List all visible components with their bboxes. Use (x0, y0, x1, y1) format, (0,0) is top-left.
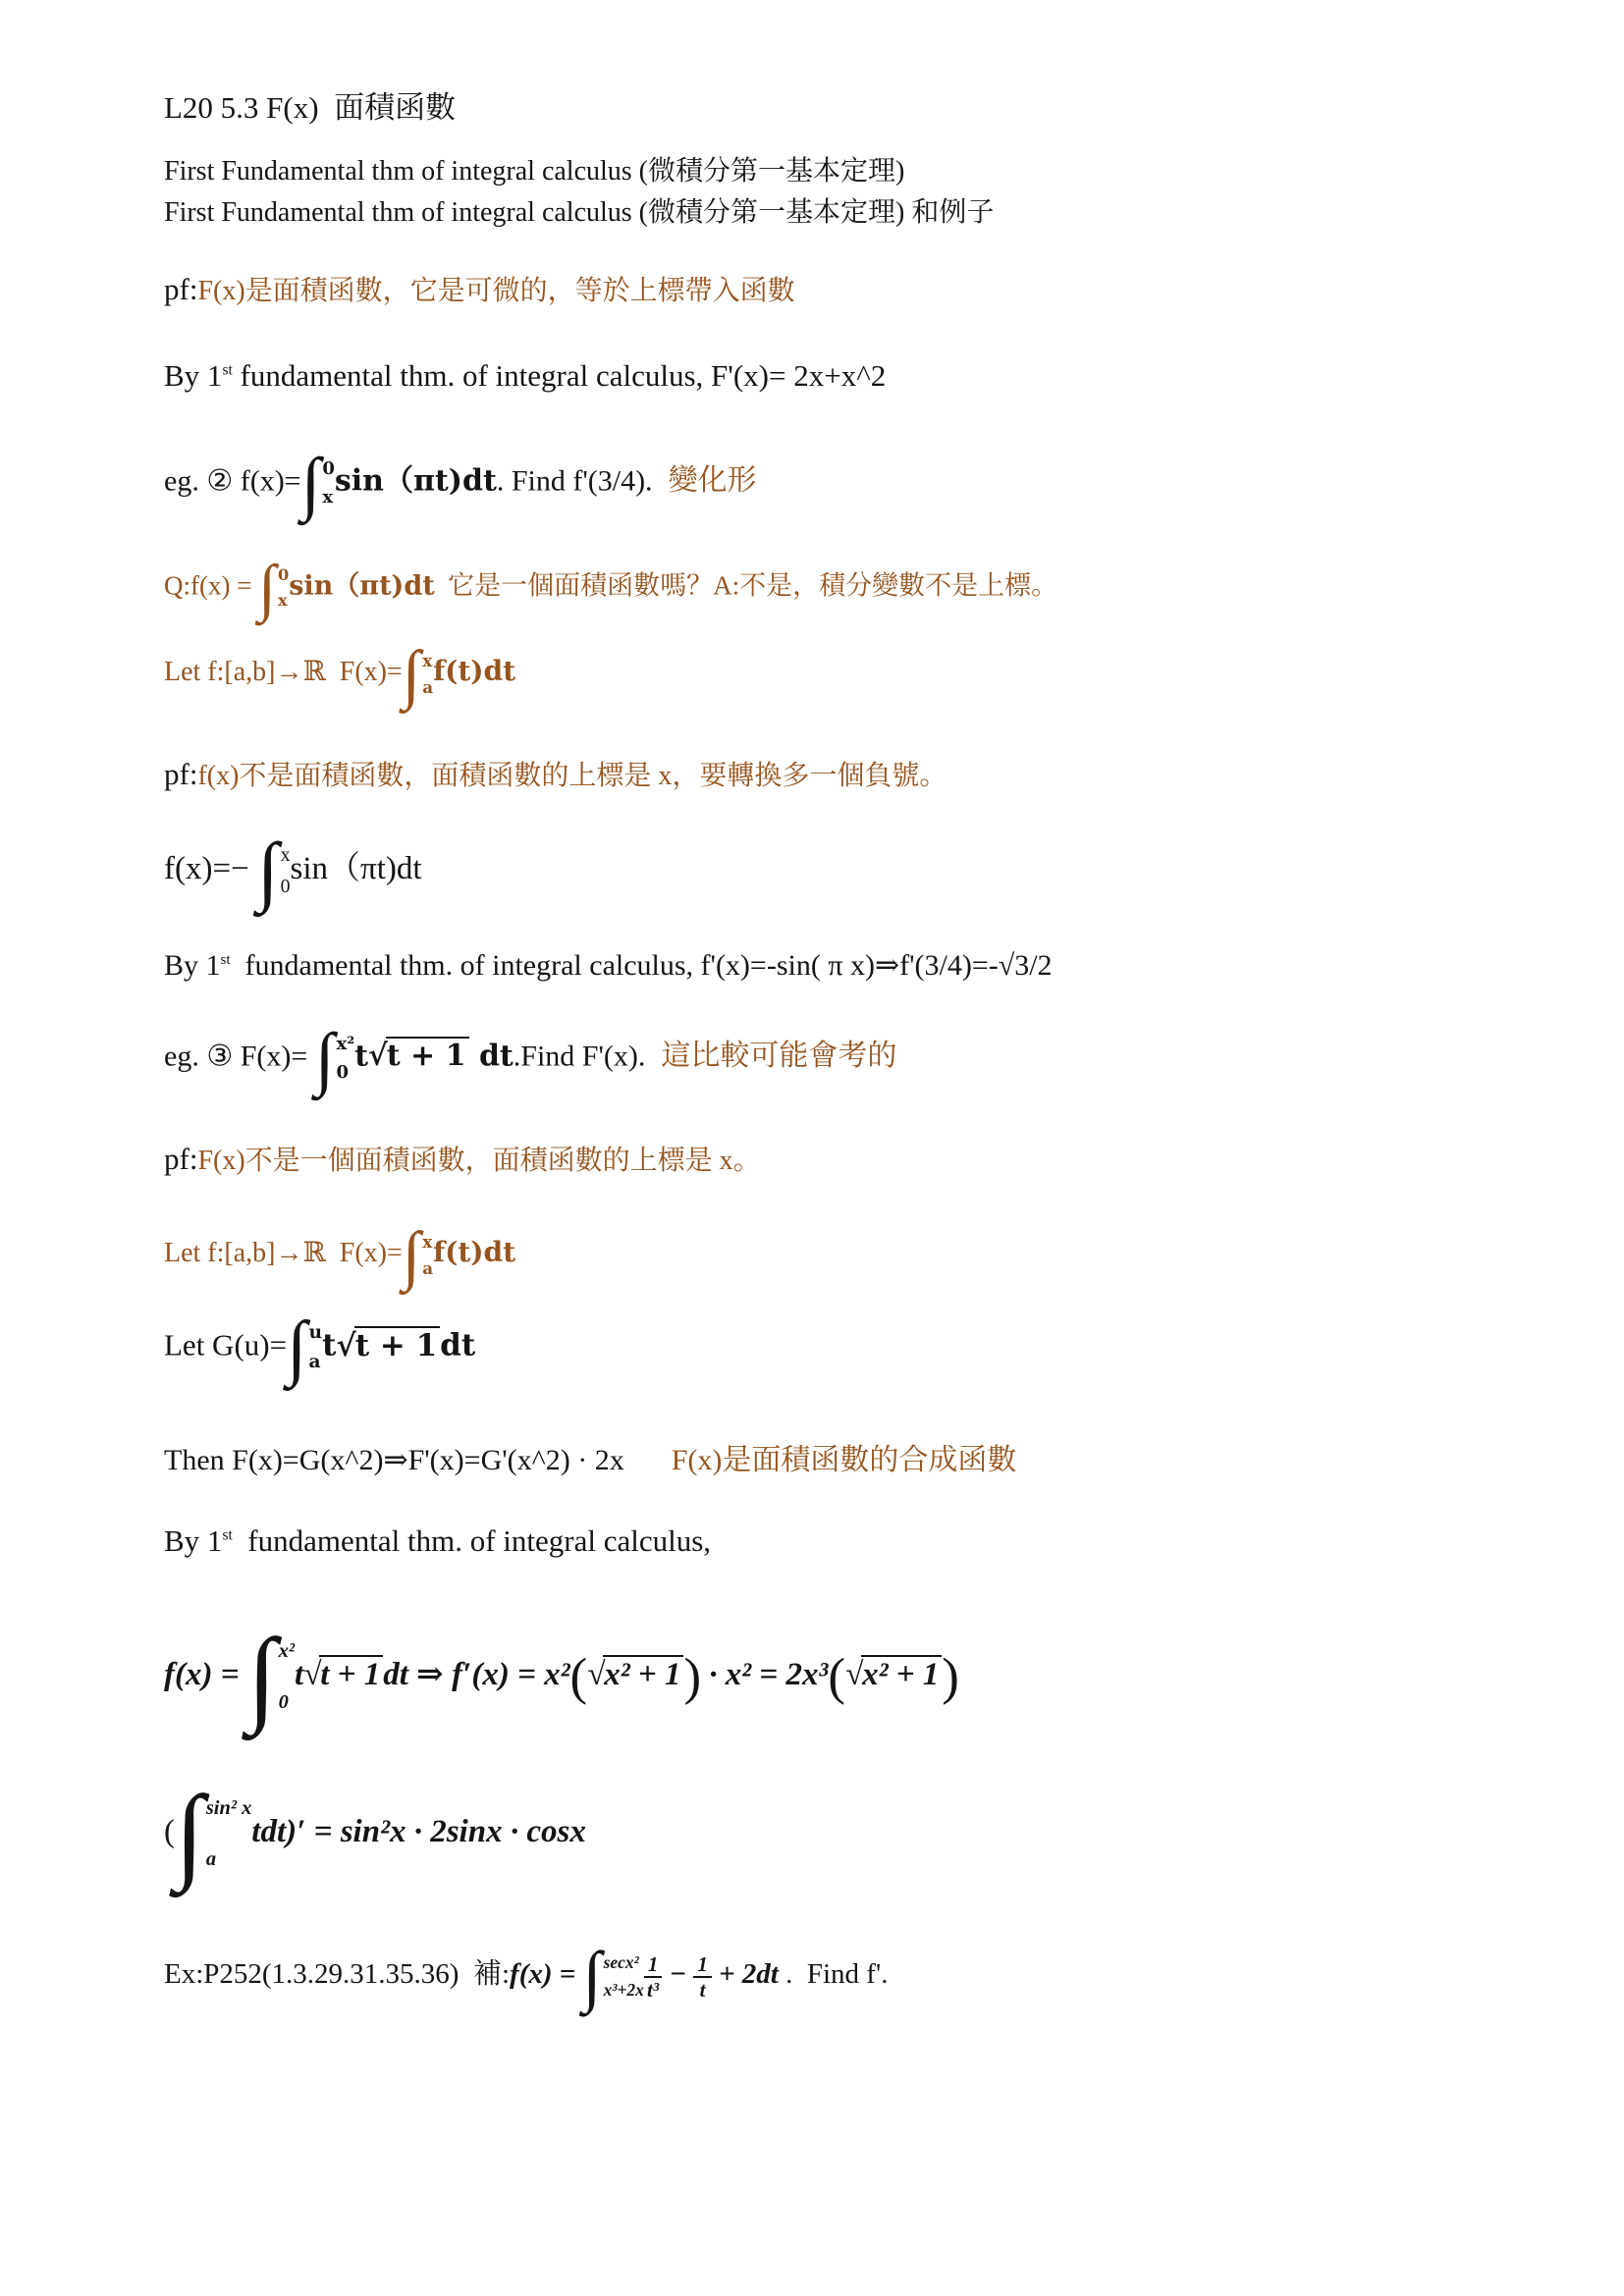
radical (845, 1657, 942, 1692)
integral (402, 1218, 434, 1292)
integral-upper-bound: x² (278, 1640, 295, 1663)
ordinal-superscript: st (222, 361, 233, 379)
pf-label: pf: (164, 272, 198, 306)
integral-bounds (322, 460, 335, 507)
equation-lhs: f(x) = (164, 1656, 247, 1692)
pf-note-text: F(x)不是一個面積函數，面積函數的上標是 x。 (197, 1146, 761, 1176)
radicand: x² + 1 (861, 1655, 942, 1692)
left-paren: ( (828, 1648, 845, 1706)
exercise-reference: Ex:P252(1.3.29.31.35.36) 補: (164, 1958, 511, 1991)
radicand: x² + 1 (603, 1655, 683, 1692)
ordinal-superscript: st (220, 952, 231, 968)
function-lhs: f(x) = (510, 1958, 583, 1991)
radical-sign: √ (368, 1039, 388, 1074)
statement-prefix: By 1 (164, 1523, 223, 1558)
statement-by-1st-thm-2 (164, 948, 1053, 983)
integral-bounds (280, 843, 291, 897)
integrand: f(t)dt (433, 654, 516, 687)
statement-prefix: By 1 (164, 949, 221, 982)
radical-sign: √ (844, 1656, 864, 1692)
integral-bounds (422, 650, 434, 697)
radicand: t + 1 (386, 1037, 469, 1073)
integral-bounds (279, 1641, 295, 1712)
denominator: t (699, 1977, 706, 2002)
definition-line-2 (164, 1218, 516, 1292)
pf-label: pf: (164, 757, 198, 791)
pf-note-text: f(x)不是面積函數，面積函數的上標是 x，要轉換多一個負號。 (197, 761, 947, 791)
integral-upper-bound: u (308, 1322, 322, 1344)
integral-lower-bound: a (422, 1257, 434, 1278)
integral-sign: ∫ (258, 553, 276, 623)
integral-bounds (206, 1798, 251, 1869)
radical-sign: √ (587, 1656, 606, 1692)
integral-upper-bound: x² (336, 1034, 355, 1055)
example-2-line (164, 444, 757, 522)
integral-sign: ∫ (256, 828, 279, 914)
definition-line-G (164, 1308, 476, 1388)
definition-line-1 (164, 637, 516, 711)
example-3-prefix: eg. ③ F(x)= (164, 1040, 315, 1073)
integral-upper-bound: 0 (322, 458, 335, 480)
radical (587, 1657, 683, 1692)
statement-prefix: By 1 (164, 358, 223, 393)
definition-prefix: Let f:[a,b]→ℝ F(x)= (164, 656, 403, 687)
numerator: 1 (644, 1952, 662, 1978)
subtitle-line-2 (164, 190, 994, 230)
annotation-note: 這比較可能會考的 (661, 1040, 897, 1073)
subtitle-line-1 (164, 149, 904, 188)
statement-body: fundamental thm. of integral calculus, (232, 1523, 712, 1558)
integral-lower-bound: a (205, 1847, 217, 1870)
integral-bounds (603, 1951, 644, 2000)
integrand-prefix: t (322, 1327, 337, 1363)
lecture-title (164, 82, 456, 127)
integral-sign: ∫ (287, 1308, 307, 1388)
integral-upper-bound: sin² x (205, 1797, 252, 1820)
integrand-prefix: t (294, 1656, 304, 1692)
integral-bounds (308, 1324, 322, 1371)
right-paren: ) (942, 1648, 959, 1706)
proof-note-3 (164, 1139, 761, 1178)
integral (256, 828, 291, 914)
integrand: sin（πt)dt (334, 463, 497, 499)
subtitle-text-1: First Fundamental thm of integral calculus (微積分第一基本定理) (164, 156, 905, 187)
question-answer-text: 它是一個面積函數嗎？A:不是，積分變數不是上標。 (434, 570, 1058, 601)
integral (402, 637, 434, 711)
subtitle-text-2: First Fundamental thm of integral calculus (微積分第一基本定理) 和例子 (164, 197, 995, 228)
chain-rule-line (164, 1435, 1016, 1478)
example-3-line (164, 1019, 897, 1097)
integral-lower-bound: 0 (278, 1690, 289, 1713)
annotation-note: F(x)是面積函數的合成函數 (671, 1444, 1017, 1476)
pf-label: pf: (164, 1142, 198, 1176)
question-line (164, 553, 1058, 623)
radical (336, 1328, 440, 1363)
integral (175, 1774, 252, 1893)
integrand: f(t)dt (433, 1235, 516, 1268)
statement-body: fundamental thm. of integral calculus, f'(x)=-sin( π x)⇒f'(3/4)=-√3/2 (230, 949, 1053, 982)
integral-lower-bound: a (308, 1352, 321, 1373)
question-prefix: Q:f(x) = (164, 570, 259, 601)
integral-bounds (422, 1231, 434, 1278)
integrand-suffix: dt (440, 1327, 476, 1363)
chain-rule-text: Then F(x)=G(x^2)⇒F'(x)=G'(x^2) · 2x (164, 1444, 624, 1476)
integral-sign: ∫ (402, 637, 421, 711)
equation-tail: · x² = 2x³ (701, 1656, 829, 1692)
integral-lower-bound: 0 (336, 1061, 350, 1083)
integral (300, 444, 335, 522)
example-2-prefix: eg. ② f(x)= (164, 464, 301, 498)
display-equation-1 (164, 1617, 959, 1735)
right-paren: ) (683, 1648, 702, 1706)
integral-lower-bound: x (277, 591, 288, 611)
derived-function-line (164, 828, 422, 914)
minus-operator: − (662, 1958, 694, 1991)
equation-body: tdt)′ = sin²x · 2sinx · cosx (251, 1813, 586, 1849)
radicand: t + 1 (319, 1655, 383, 1692)
integral-lower-bound: x (322, 486, 334, 507)
fraction (693, 1952, 711, 2002)
radical (368, 1039, 468, 1073)
integral (258, 553, 290, 623)
left-paren: ( (569, 1648, 588, 1706)
statement-by-1st-thm-1 (164, 358, 886, 394)
integrand-suffix: + 2dt (711, 1958, 779, 1991)
integral-lower-bound: a (422, 676, 434, 697)
exercise-task: . Find f'. (778, 1958, 889, 1991)
radical (303, 1657, 383, 1692)
function-prefix: f(x)=− (164, 851, 257, 887)
integral-sign: ∫ (582, 1939, 602, 2014)
integral-upper-bound: x (422, 1231, 433, 1252)
pf-note-text: F(x)是面積函數，它是可微的，等於上標帶入函數 (197, 276, 795, 306)
proof-note-1 (164, 269, 795, 308)
integral-sign: ∫ (175, 1774, 204, 1893)
example-2-question: . Find f'(3/4). (496, 464, 653, 498)
integral-upper-bound: 0 (277, 565, 290, 585)
proof-note-2 (164, 754, 947, 793)
integral-sign: ∫ (246, 1617, 277, 1735)
annotation-note: 變化形 (668, 464, 757, 498)
definition-prefix: Let G(u)= (164, 1327, 288, 1362)
display-equation-2 (164, 1774, 586, 1893)
integral (287, 1308, 322, 1388)
integral (582, 1939, 644, 2014)
integral-sign: ∫ (314, 1019, 335, 1097)
statement-by-1st-thm-3 (164, 1523, 711, 1559)
integral-bounds (337, 1036, 355, 1082)
integrand: sin（πt)dt (289, 570, 435, 602)
exercise-line (164, 1939, 889, 2014)
integral-bounds (278, 567, 289, 609)
open-paren: ( (164, 1813, 175, 1849)
statement-body: fundamental thm. of integral calculus, F'(x)= 2x+x^2 (232, 358, 887, 393)
example-3-question: .Find F'(x). (513, 1040, 646, 1073)
definition-prefix: Let f:[a,b]→ℝ F(x)= (164, 1237, 403, 1268)
integral (246, 1617, 295, 1735)
integrand: sin（πt)dt (290, 851, 422, 887)
integral-lower-bound: x³+2x (603, 1979, 644, 2000)
denominator: t³ (647, 1977, 660, 2002)
integral-sign: ∫ (402, 1218, 421, 1292)
numerator: 1 (693, 1952, 711, 1978)
integrand-prefix: t (354, 1039, 369, 1074)
fraction (644, 1952, 662, 2002)
ordinal-superscript: st (222, 1526, 233, 1544)
integral-lower-bound: 0 (280, 875, 291, 897)
integral-sign: ∫ (300, 444, 321, 522)
equation-middle: dt ⇒ f′(x) = x² (383, 1656, 570, 1692)
radicand: t + 1 (354, 1326, 440, 1363)
integral-upper-bound: x (422, 650, 433, 670)
integral-upper-bound: x (280, 843, 291, 866)
integral (314, 1019, 355, 1097)
integrand-suffix: dt (468, 1039, 514, 1074)
radical-sign: √ (336, 1327, 356, 1363)
lecture-title-text: L20 5.3 F(x) 面積函數 (164, 90, 457, 125)
integral-upper-bound: secx² (603, 1951, 639, 1972)
radical-sign: √ (303, 1656, 322, 1692)
